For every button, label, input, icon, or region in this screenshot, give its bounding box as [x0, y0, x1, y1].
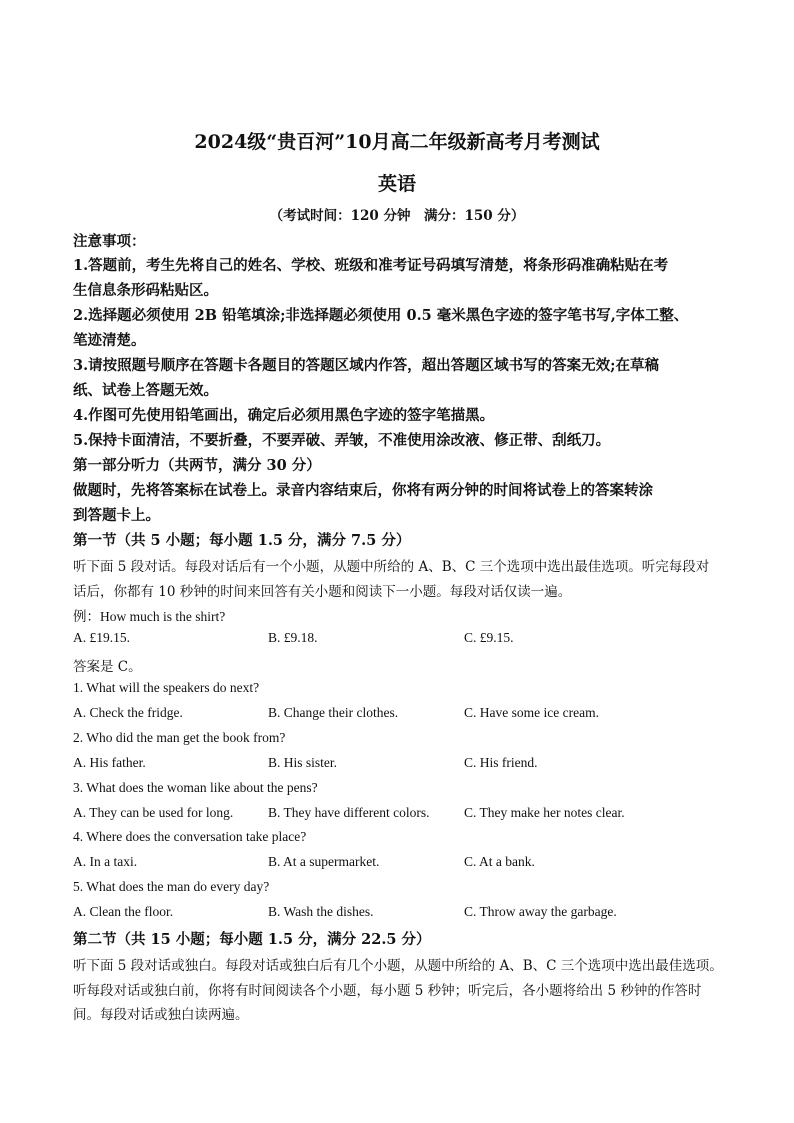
notes-heading: 注意事项： [73, 233, 146, 250]
question-2-option-b: B. His sister. [268, 755, 338, 770]
question-3-option-a: A. They can be used for long. [73, 805, 234, 820]
question-1-option-a: A. Check the fridge. [73, 705, 183, 720]
question-4-option-a: A. In a taxi. [73, 854, 138, 869]
section1-heading: 第一节（共 5 小题；每小题 1.5 分，满分 7.5 分） [73, 532, 411, 549]
note-line: 1.答题前，考生先将自己的姓名、学校、班级和准考证号码填写清楚，将条形码准确粘贴在考 [73, 257, 669, 274]
question-2-option-c: C. His friend. [464, 755, 538, 770]
note-line: 3.请按照题号顺序在答题卡各题目的答题区域内作答，超出答题区域书写的答案无效;在草稿 [73, 357, 659, 374]
example-question: 例：How much is the shirt? [73, 609, 226, 624]
question-2: 2. Who did the man get the book from? [73, 730, 286, 745]
question-2-option-a: A. His father. [73, 755, 146, 770]
section2-instruction-line: 听每段对话或独白前，你将有时间阅读各个小题，每小题 5 秒钟；听完后，各小题将给出 5 秒钟的作答时 [73, 983, 702, 999]
part1-intro-line: 到答题卡上。 [73, 507, 160, 524]
option-a: A. £19.15. [73, 630, 130, 645]
exam-title: 2024级“贵百河”10月高二年级新高考月考测试 [194, 131, 600, 153]
section2-heading: 第二节（共 15 小题；每小题 1.5 分，满分 22.5 分） [73, 931, 431, 948]
section1-instruction-line: 听下面 5 段对话。每段对话后有一个小题，从题中所给的 A、B、C 三个选项中选出最佳选项。听完每段对 [73, 559, 710, 575]
question-4-option-b: B. At a supermarket. [268, 854, 380, 869]
option-b: B. £9.18. [268, 630, 318, 645]
question-1: 1. What will the speakers do next? [73, 680, 260, 695]
section2-instruction-line: 间。每段对话或独白读两遍。 [73, 1007, 249, 1023]
note-line: 生信息条形码粘贴区。 [73, 282, 218, 299]
exam-info: （考试时间：120 分钟 满分：150 分） [269, 208, 525, 224]
note-line: 5.保持卡面清洁，不要折叠，不要弄破、弄皱，不准使用涂改液、修正带、刮纸刀。 [73, 432, 611, 449]
question-1-option-c: C. Have some ice cream. [464, 705, 599, 720]
question-4: 4. Where does the conversation take place? [73, 829, 307, 844]
example-answer: 答案是 C。 [73, 659, 142, 675]
question-5-option-b: B. Wash the dishes. [268, 904, 374, 919]
question-5-option-c: C. Throw away the garbage. [464, 904, 617, 919]
note-line: 纸、试卷上答题无效。 [73, 382, 218, 399]
note-line: 2.选择题必须使用 2B 铅笔填涂;非选择题必须使用 0.5 毫米黑色字迹的签字笔书写,字体工整、 [73, 307, 689, 324]
note-line: 4.作图可先使用铅笔画出，确定后必须用黑色字迹的签字笔描黑。 [73, 407, 495, 424]
section2-instruction-line: 听下面 5 段对话或独白。每段对话或独白后有几个小题，从题中所给的 A、B、C 三个选项中选出最佳选项。 [73, 958, 723, 974]
question-4-option-c: C. At a bank. [464, 854, 535, 869]
section1-instruction-line: 话后，你都有 10 秒钟的时间来回答有关小题和阅读下一小题。每段对话仅读一遍。 [73, 584, 572, 600]
question-3-option-c: C. They make her notes clear. [464, 805, 625, 820]
option-c: C. £9.15. [464, 630, 514, 645]
question-3-option-b: B. They have different colors. [268, 805, 430, 820]
question-5: 5. What does the man do every day? [73, 879, 270, 894]
part1-intro-line: 做题时，先将答案标在试卷上。录音内容结束后，你将有两分钟的时间将试卷上的答案转涂 [73, 482, 653, 499]
question-5-option-a: A. Clean the floor. [73, 904, 174, 919]
part1-heading: 第一部分听力（共两节，满分 30 分） [73, 457, 321, 474]
question-3: 3. What does the woman like about the pens? [73, 780, 318, 795]
note-line: 笔迹清楚。 [73, 332, 146, 349]
subject-title: 英语 [377, 173, 416, 195]
question-1-option-b: B. Change their clothes. [268, 705, 399, 720]
